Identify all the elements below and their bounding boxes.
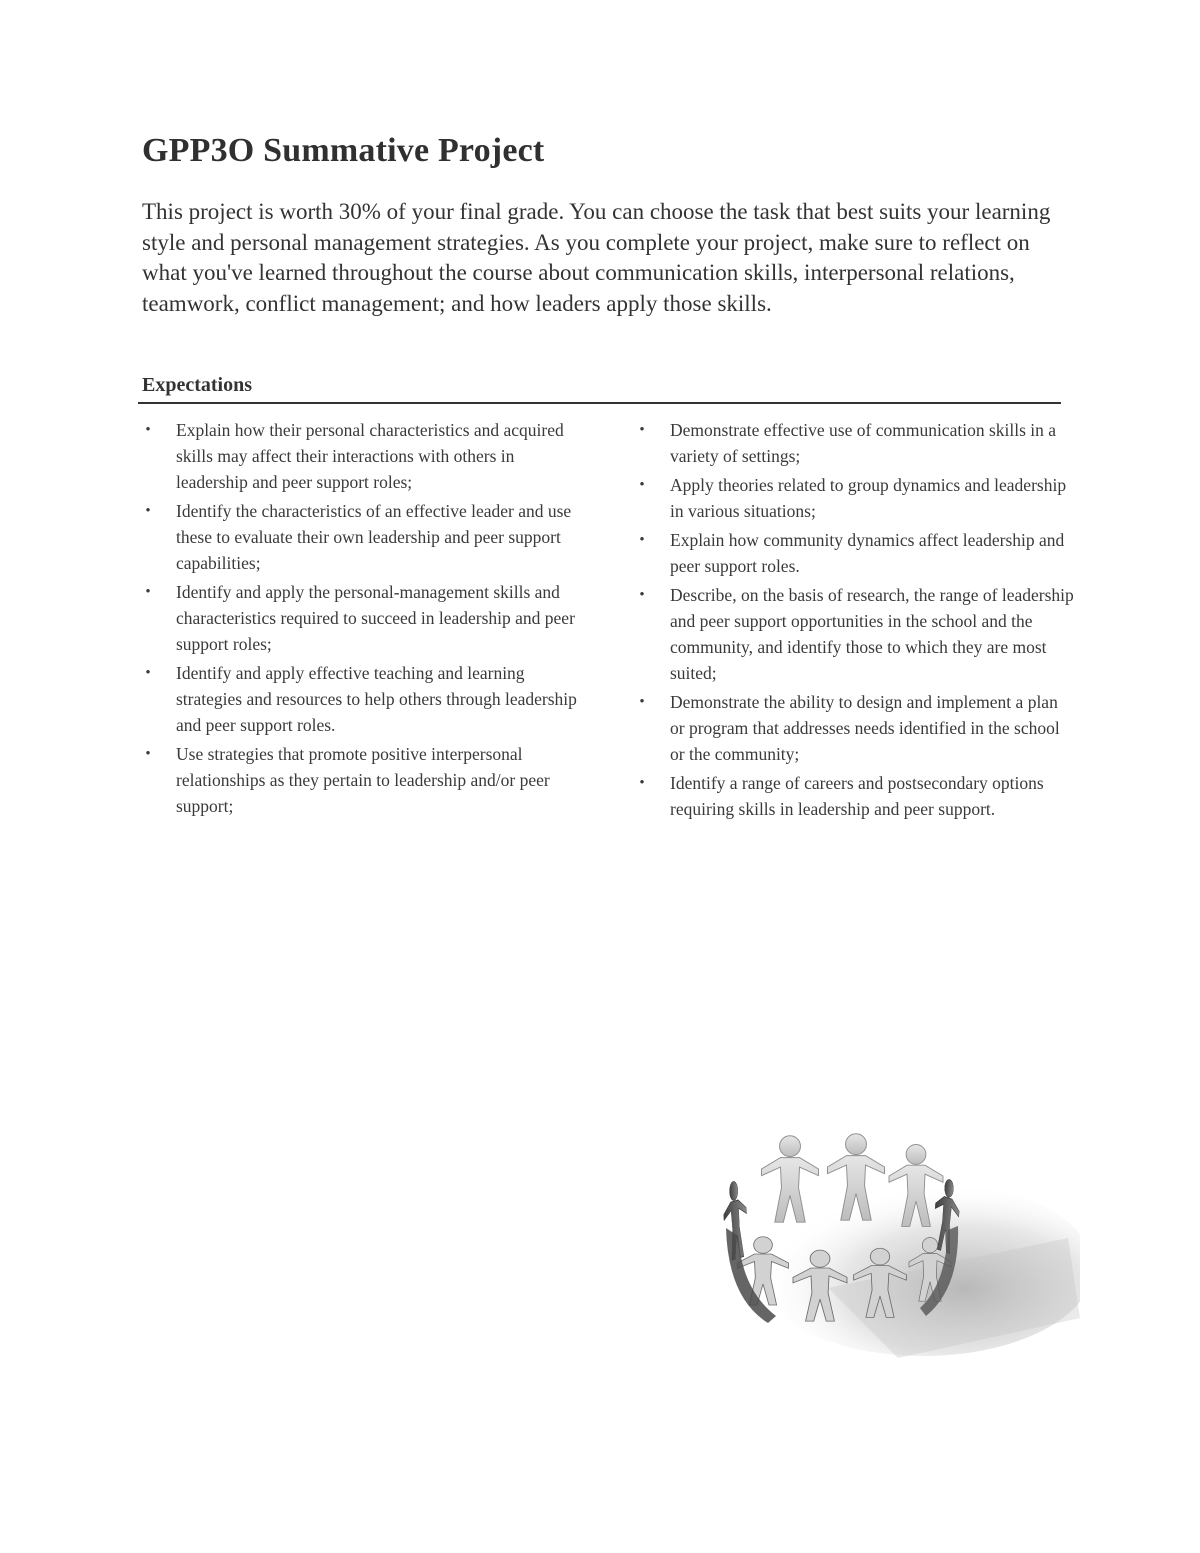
list-item-text: Explain how their personal characteristics and acquired skills may affect their interactions with others in leadership and peer support roles;	[176, 420, 564, 492]
bullet-icon: •	[639, 694, 645, 710]
expectations-heading: Expectations	[142, 374, 252, 396]
bullet-icon: •	[145, 503, 151, 519]
expectations-list-left	[140, 417, 580, 822]
list-item	[140, 498, 580, 576]
section-divider	[138, 402, 1061, 404]
list-item-text: Identify a range of careers and postsecondary options requiring skills in leadership and peer support.	[670, 773, 1044, 819]
bullet-icon: •	[639, 587, 645, 603]
list-item-text: Identify the characteristics of an effective leader and use these to evaluate their own leadership and peer support capabilities;	[176, 501, 572, 573]
page-title: GPP3O Summative Project	[142, 132, 545, 169]
list-item	[634, 527, 1074, 579]
intro-paragraph: This project is worth 30% of your final grade. You can choose the task that best suits your learning style and personal management strategies. As you complete your project, make sure to reflect on what you've learned throughout the course about communication skills, interpersonal relations, teamwork, conflict management; and how leaders apply those skills.	[142, 199, 1051, 316]
bullet-icon: •	[639, 477, 645, 493]
list-item	[140, 741, 580, 819]
list-item	[140, 579, 580, 657]
bullet-icon: •	[145, 665, 151, 681]
list-item-text: Describe, on the basis of research, the range of leadership and peer support opportunities in the school and the community, and identify those to which they are most suited;	[670, 585, 1074, 683]
paper-people-circle-icon	[708, 1118, 1080, 1360]
bullet-icon: •	[145, 422, 151, 438]
list-item-text: Identify and apply the personal-management skills and characteristics required to succeed in leadership and peer support roles;	[176, 582, 575, 654]
list-item	[634, 417, 1074, 469]
list-item-text: Explain how community dynamics affect leadership and peer support roles.	[670, 530, 1065, 576]
list-item-text: Apply theories related to group dynamics and leadership in various situations;	[670, 475, 1067, 521]
bullet-icon: •	[145, 584, 151, 600]
expectations-list-right	[634, 417, 1074, 825]
list-item	[634, 472, 1074, 524]
bullet-icon: •	[145, 746, 151, 762]
bullet-icon: •	[639, 532, 645, 548]
list-item	[634, 582, 1074, 686]
list-item	[140, 417, 580, 495]
list-item-text: Demonstrate effective use of communication skills in a variety of settings;	[670, 420, 1057, 466]
list-item-text: Use strategies that promote positive interpersonal relationships as they pertain to leadership and/or peer support;	[176, 744, 550, 816]
list-item	[634, 689, 1074, 767]
list-item-text: Identify and apply effective teaching and learning strategies and resources to help others through leadership and peer support roles.	[176, 663, 577, 735]
list-item	[634, 770, 1074, 822]
list-item-text: Demonstrate the ability to design and implement a plan or program that addresses needs identified in the school or the community;	[670, 692, 1060, 764]
list-item	[140, 660, 580, 738]
bullet-icon: •	[639, 775, 645, 791]
bullet-icon: •	[639, 422, 645, 438]
